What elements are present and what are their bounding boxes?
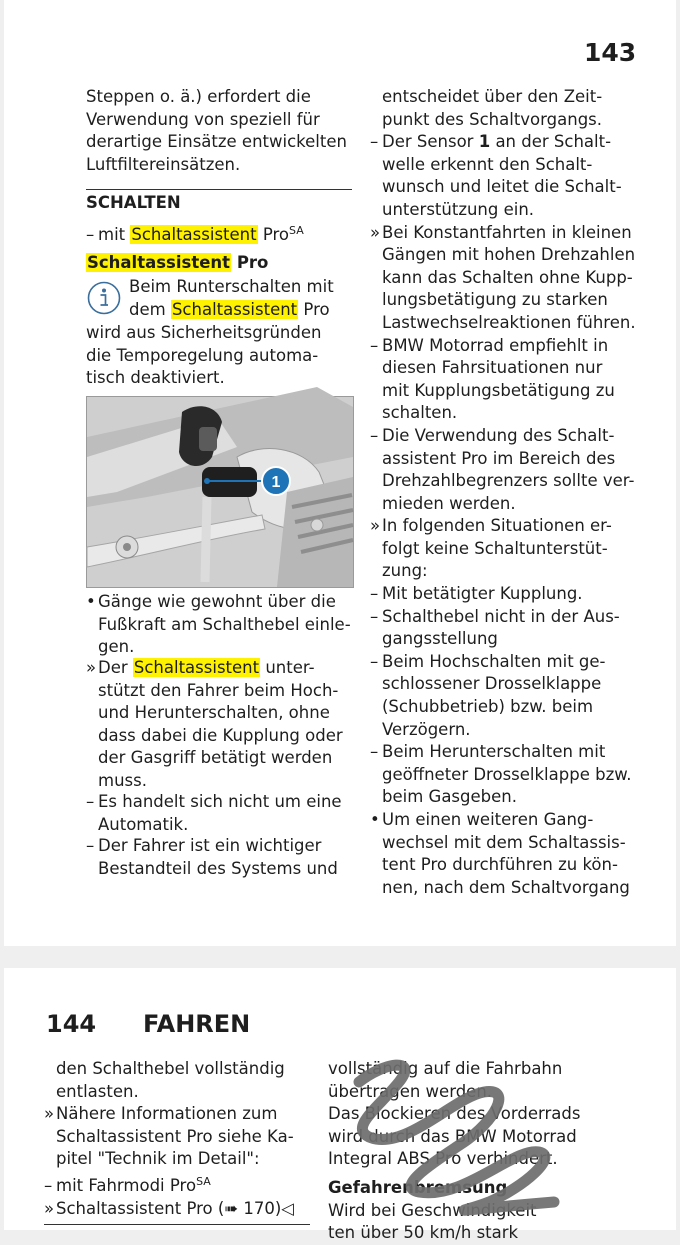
text-line: Luftfiltereinsätzen.	[86, 154, 241, 174]
arrow-marker: »	[370, 516, 381, 536]
sa-superscript: SA	[289, 224, 304, 237]
text-line: tisch deaktiviert.	[86, 368, 225, 388]
chapter-title: FAHREN	[143, 1010, 251, 1038]
text-line: Bestandteil des Systems und	[98, 858, 338, 878]
figure-callout: 1	[271, 474, 281, 491]
text-line: Fußkraft am Schalthebel einle-	[98, 614, 351, 634]
highlight: Schaltassistent	[133, 658, 260, 677]
dash-marker: –	[370, 584, 379, 604]
page-143	[4, 0, 676, 946]
text-line: entlasten.	[56, 1081, 139, 1101]
text-line: Bei Konstantfahrten in kleinen	[382, 222, 632, 242]
dash-marker: –	[370, 425, 379, 445]
text-line: schlossener Drosselklappe	[382, 674, 602, 694]
info-icon	[86, 280, 126, 316]
text-line: tent Pro durchführen zu kön-	[382, 855, 618, 875]
dash-marker: –	[370, 335, 379, 355]
text-line: geöffneter Drosselklappe bzw.	[382, 764, 632, 784]
text-line: Drehzahlbegrenzers sollte ver-	[382, 471, 635, 491]
text-line: ten über 50 km/h stark	[328, 1223, 519, 1243]
page-number: 144	[46, 1010, 97, 1038]
highlight: Schaltassistent	[87, 253, 231, 272]
text-line: Beim Herunterschalten mit	[382, 742, 606, 762]
text-line: und Herunterschalten, ohne	[98, 703, 330, 723]
info-text: Pro	[303, 300, 330, 319]
sa-prefix: mit	[98, 225, 126, 244]
text-line: vollständig auf die Fahrbahn	[328, 1059, 563, 1078]
text-line: wunsch und leitet die Schalt-	[382, 177, 622, 197]
text-line: Lastwechselreaktionen führen.	[382, 312, 636, 332]
subheading	[86, 252, 268, 275]
text-line: pitel "Technik im Detail":	[56, 1149, 260, 1169]
text-line: zung:	[382, 561, 428, 581]
text-fragment: unter-	[265, 658, 315, 677]
text-line: wechsel mit dem Schaltassis-	[382, 832, 626, 852]
text-line: der Gasgriff betätigt werden	[98, 748, 333, 768]
text-line: Verwendung von speziell für	[86, 109, 320, 129]
section-rule	[86, 189, 352, 190]
text-line: assistent Pro im Bereich des	[382, 448, 616, 468]
intro-text	[86, 86, 356, 176]
text-line: Der Fahrer ist ein wichtiger	[98, 836, 322, 855]
text-line: gen.	[98, 637, 135, 657]
page-reference[interactable]: 170)◁	[238, 1198, 295, 1218]
arrow-marker: »	[370, 222, 381, 242]
dash-marker: –	[44, 1175, 53, 1195]
text-line: den Schalthebel vollständig	[56, 1059, 285, 1078]
text-line: muss.	[98, 770, 147, 790]
text-line: Steppen o. ä.) erfordert die	[86, 87, 311, 106]
list-item	[86, 791, 342, 836]
text-line: kann das Schalten ohne Kupp-	[382, 267, 633, 287]
text-line: Die Verwendung des Schalt-	[382, 425, 615, 445]
text-line: mit Fahrmodi Pro	[56, 1175, 197, 1195]
text-line: Wird bei Geschwindigkeit	[328, 1200, 537, 1220]
list-item	[86, 835, 338, 880]
text-line: übertragen werden.	[328, 1081, 493, 1101]
sensor-number: 1	[478, 132, 491, 152]
sa-superscript: SA	[196, 1174, 211, 1188]
text-line: Mit betätigter Kupplung.	[382, 584, 583, 604]
text-line: welle erkennt den Schalt-	[382, 154, 593, 174]
highlight: Schaltassistent	[171, 300, 298, 319]
text-line: Das Blockieren des Vorderrads	[328, 1104, 581, 1124]
text-line: beim Gasgeben.	[382, 787, 517, 807]
page-reference-icon[interactable]: ➠	[224, 1198, 239, 1218]
text-line: stützt den Fahrer beim Hoch-	[98, 680, 339, 700]
text-line: Um einen weiteren Gang-	[382, 810, 594, 829]
section-heading: SCHALTEN	[86, 193, 181, 212]
text-line: wird aus Sicherheitsgründen	[86, 323, 322, 342]
shift-lever-figure	[86, 396, 354, 588]
dash-marker: –	[86, 225, 95, 244]
text-fragment: Der	[98, 658, 128, 677]
text-line: Verzögern.	[382, 719, 471, 739]
text-line: Nähere Informationen zum	[56, 1104, 278, 1124]
text-line: Gänge wie gewohnt über die	[98, 592, 336, 611]
text-line: schalten.	[382, 403, 458, 423]
bullet-marker: •	[370, 810, 380, 829]
info-rest	[86, 322, 321, 390]
info-text: dem	[129, 300, 166, 319]
sa-rest: Pro	[262, 225, 290, 244]
arrow-marker: »	[86, 658, 97, 677]
arrow-marker: »	[44, 1198, 55, 1218]
text-line: derartige Einsätze entwickelten	[86, 132, 347, 152]
text-line: dass dabei die Kupplung oder	[98, 725, 343, 745]
text-line: lungsbetätigung zu starken	[382, 290, 608, 310]
info-line	[129, 299, 330, 322]
right-column	[370, 86, 636, 899]
bullet-marker: •	[86, 592, 96, 611]
text-line: BMW Motorrad empfiehlt in	[382, 335, 609, 355]
section-rule	[44, 1224, 310, 1225]
text-line: wird durch das BMW Motorrad	[328, 1126, 577, 1146]
highlight: Schaltassistent	[131, 225, 257, 244]
info-line: Beim Runterschalten mit	[129, 277, 334, 296]
dash-marker: –	[86, 836, 95, 855]
text-line: punkt des Schaltvorgangs.	[382, 109, 603, 129]
left-column	[86, 86, 356, 176]
text-line: folgt keine Schaltunterstüt-	[382, 538, 608, 558]
dash-marker: –	[370, 606, 379, 626]
text-line: mieden werden.	[382, 493, 516, 513]
text-line: Schalthebel nicht in der Aus-	[382, 606, 620, 626]
text-line: Es handelt sich nicht um eine	[98, 792, 342, 811]
arrow-marker: »	[44, 1104, 55, 1124]
dash-marker: –	[370, 651, 379, 671]
text-line: Automatik.	[98, 814, 189, 834]
text-line: diesen Fahrsituationen nur	[382, 358, 603, 378]
text-line: mit Kupplungsbetätigung zu	[382, 380, 615, 400]
text-line: Gängen mit hohen Drehzahlen	[382, 245, 636, 265]
shift-lever-illustration	[87, 397, 353, 587]
text-line: (Schubbetrieb) bzw. beim	[382, 697, 594, 717]
sa-line	[86, 220, 304, 247]
left-column	[44, 1058, 294, 1220]
text-line: Schaltassistent Pro siehe Ka-	[56, 1126, 294, 1146]
subheading: Gefahrenbremsung	[328, 1177, 508, 1197]
dash-marker: –	[370, 132, 379, 152]
text-line: In folgenden Situationen er-	[382, 516, 612, 536]
text-line: die Temporegelung automa-	[86, 345, 319, 365]
text-line: Integral ABS Pro verhindert.	[328, 1149, 558, 1169]
subheading-rest: Pro	[236, 253, 269, 272]
dash-marker: –	[86, 792, 95, 811]
list-item	[86, 591, 351, 659]
text-fragment: an der Schalt-	[495, 132, 612, 152]
text-line: unterstützung ein.	[382, 199, 535, 219]
text-fragment: Der Sensor	[382, 132, 474, 152]
text-line: Schaltassistent Pro (	[56, 1198, 225, 1218]
text-line: gangsstellung	[382, 629, 498, 649]
page-144	[4, 968, 676, 1243]
page-number: 143	[584, 38, 637, 67]
dash-marker: –	[370, 742, 379, 762]
pen-scribble	[324, 1052, 574, 1222]
text-line: nen, nach dem Schaltvorgang	[382, 877, 630, 897]
text-line: entscheidet über den Zeit-	[382, 87, 603, 106]
list-item	[86, 657, 343, 793]
text-line: Beim Hochschalten mit ge-	[382, 651, 606, 671]
